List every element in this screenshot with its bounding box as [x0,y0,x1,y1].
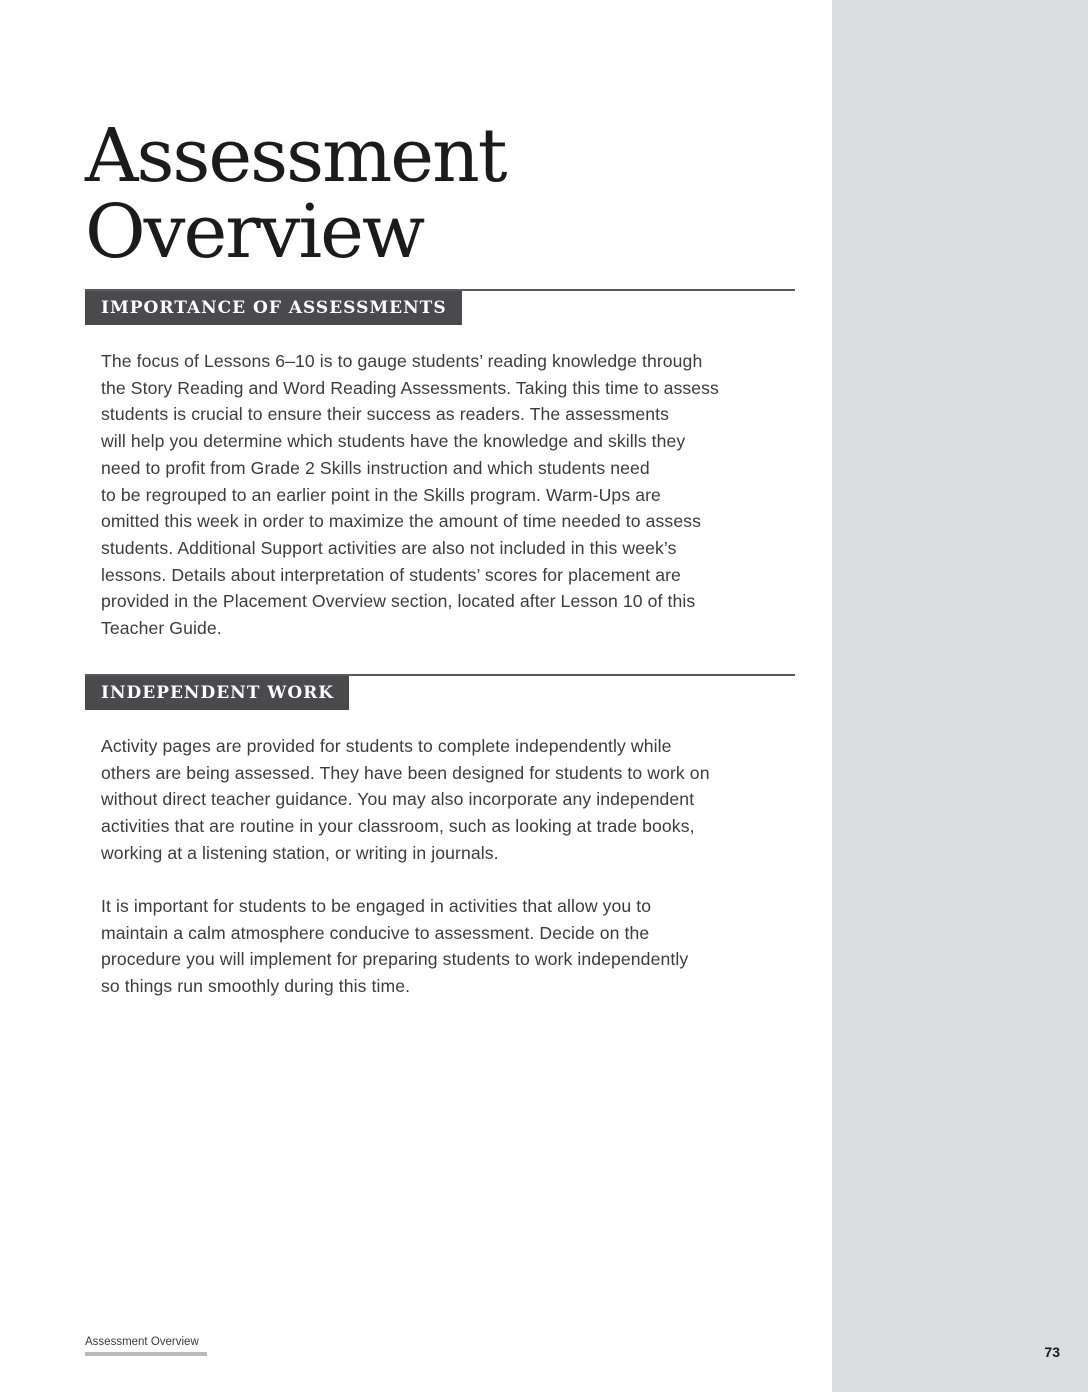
footer-underline-bar [85,1352,207,1356]
page-title [85,113,805,275]
text-line: lessons. Details about interpretation of students’ scores for placement are [101,564,681,585]
text-line: the Story Reading and Word Reading Assessments. Taking this time to assess [101,377,719,398]
text-line: without direct teacher guidance. You may also incorporate any independent [101,789,695,810]
text-line: Activity pages are provided for students to complete independently while [101,736,672,756]
text-line: provided in the Placement Overview section, located after Lesson 10 of this [101,591,696,612]
text-line: students. Additional Support activities are also not included in this week’s [101,537,677,558]
paragraph [101,733,801,867]
section-heading: IMPORTANCE OF ASSESSMENTS [85,291,462,325]
section-heading: INDEPENDENT WORK [85,676,349,710]
text-line: The focus of Lessons 6–10 is to gauge students’ reading knowledge through [101,351,703,371]
text-line: others are being assessed. They have been designed for students to work on [101,762,710,783]
footer-running-title: Assessment Overview [85,1336,199,1348]
text-line: students is crucial to ensure their success as readers. The assessments [101,404,670,425]
text-line: working at a listening station, or writing in journals. [101,842,499,863]
text-line: so things run smoothly during this time. [101,976,411,997]
text-line: need to profit from Grade 2 Skills instruction and which students need [101,457,650,478]
text-line: will help you determine which students have the knowledge and skills they [101,431,686,452]
page-title-line-1: Assessment [85,113,506,199]
text-line: omitted this week in order to maximize the amount of time needed to assess [101,511,702,532]
paragraph [101,893,801,1000]
page-number: 73 [1044,1344,1060,1360]
text-line: Teacher Guide. [101,618,222,639]
side-margin-panel [832,0,1088,1392]
paragraph [101,348,801,642]
text-line: activities that are routine in your classroom, such as looking at trade books, [101,816,695,837]
text-line: to be regrouped to an earlier point in the Skills program. Warm-Ups are [101,484,661,505]
text-line: maintain a calm atmosphere conducive to assessment. Decide on the [101,922,650,943]
text-line: It is important for students to be engaged in activities that allow you to [101,896,652,916]
page-title-line-2: Overview [85,189,424,275]
text-line: procedure you will implement for preparing students to work independently [101,949,689,970]
